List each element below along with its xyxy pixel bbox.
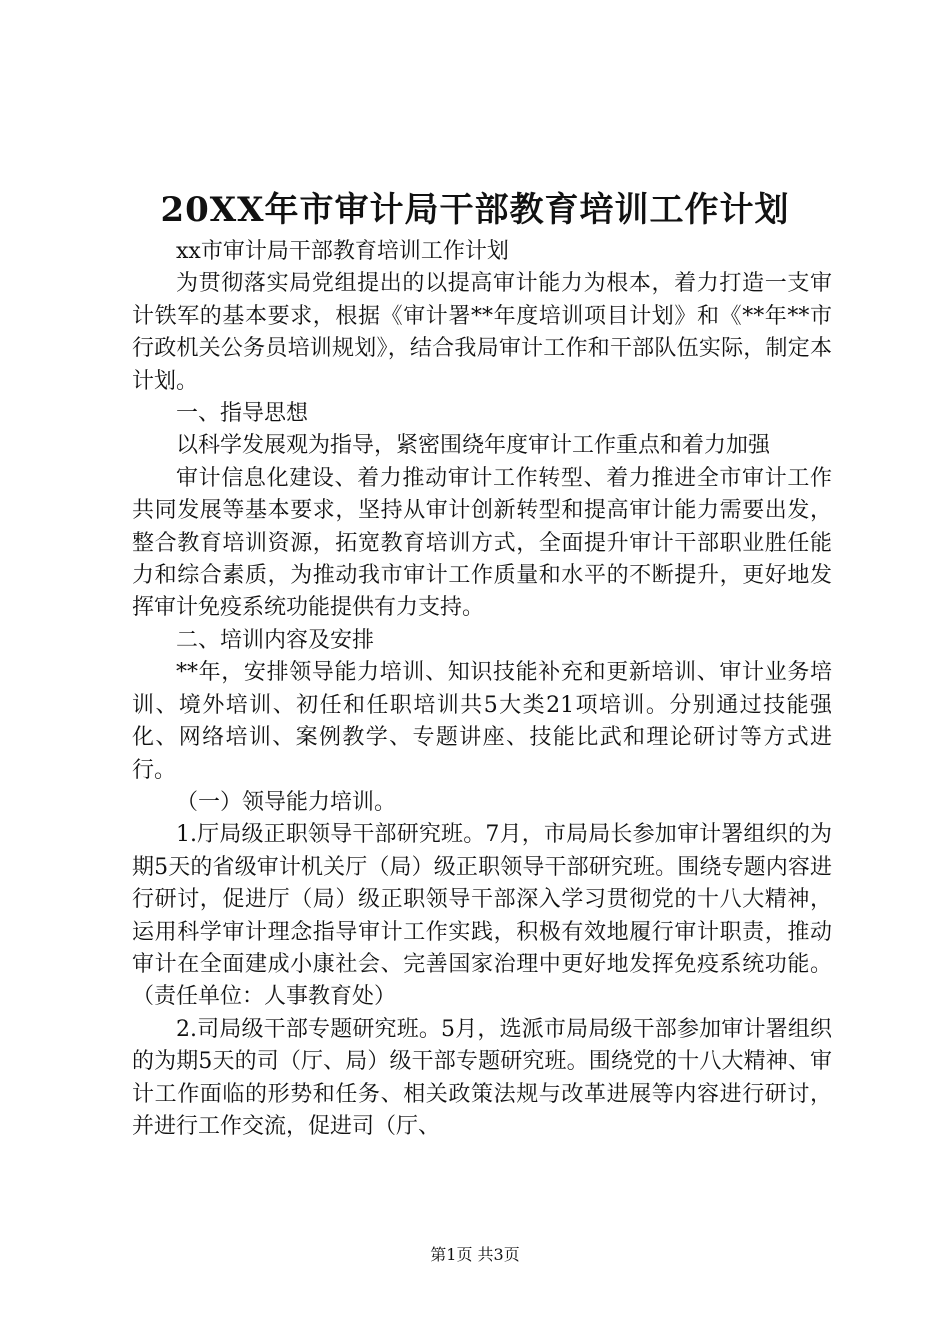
paragraph-item-1: 1.厅局级正职领导干部研究班。7月，市局局长参加审计署组织的为期5天的省级审计机关厅（局）级正职领导干部研究班。围绕专题内容进行研讨，促进厅（局）级正职领导干部深入学习贯彻党的十八大精神，运用科学审计理念指导审计工作实践，积极有效地履行审计职责，推动审计在全面建成小康社会、完善国家治理中更好地发挥免疫系统功能。（责任单位：人事教育处） xyxy=(132,822,832,1010)
paragraph-item-2: 2.司局级干部专题研究班。5月，选派市局局级干部参加审计署组织的为期5天的司（厅、局）级干部专题研究班。围绕党的十八大精神、审计工作面临的形势和任务、相关政策法规与改革进展等内容进行研讨，并进行工作交流，促进司（厅、 xyxy=(132,1016,832,1139)
paragraph-training-overview: **年，安排领导能力培训、知识技能补充和更新培训、审计业务培训、境外培训、初任和任职培训共5大类21项培训。分别通过技能强化、网络培训、案例教学、专题讲座、技能比武和理论研讨等方式进行。 xyxy=(132,660,832,783)
subsection-heading-leadership: （一）领导能力培训。 xyxy=(176,789,397,815)
paragraph-guiding-2: 审计信息化建设、着力推动审计工作转型、着力推进全市审计工作共同发展等基本要求，坚持从审计创新转型和提高审计能力需要出发，整合教育培训资源，拓宽教育培训方式，全面提升审计干部职业胜任能力和综合素质，为推动我市审计工作质量和水平的不断提升，更好地发挥审计免疫系统功能提供有力支持。 xyxy=(132,465,832,621)
paragraph-intro: 为贯彻落实局党组提出的以提高审计能力为根本，着力打造一支审计铁军的基本要求，根据《审计署**年度培训项目计划》和《**年**市行政机关公务员培训规划》，结合我局审计工作和干部队伍实际，制定本计划。 xyxy=(132,271,832,394)
paragraph-subtitle: xx市审计局干部教育培训工作计划 xyxy=(176,239,509,264)
document-body xyxy=(132,236,832,1143)
paragraph-guiding-1: 以科学发展观为指导，紧密围绕年度审计工作重点和着力加强 xyxy=(176,433,771,459)
document-title: 20XX年市审计局干部教育培训工作计划 xyxy=(160,190,790,230)
page-footer: 第1页 共3页 xyxy=(430,1245,520,1264)
section-heading-guiding-thought: 一、指导思想 xyxy=(176,401,309,427)
section-heading-training-content: 二、培训内容及安排 xyxy=(176,627,375,653)
